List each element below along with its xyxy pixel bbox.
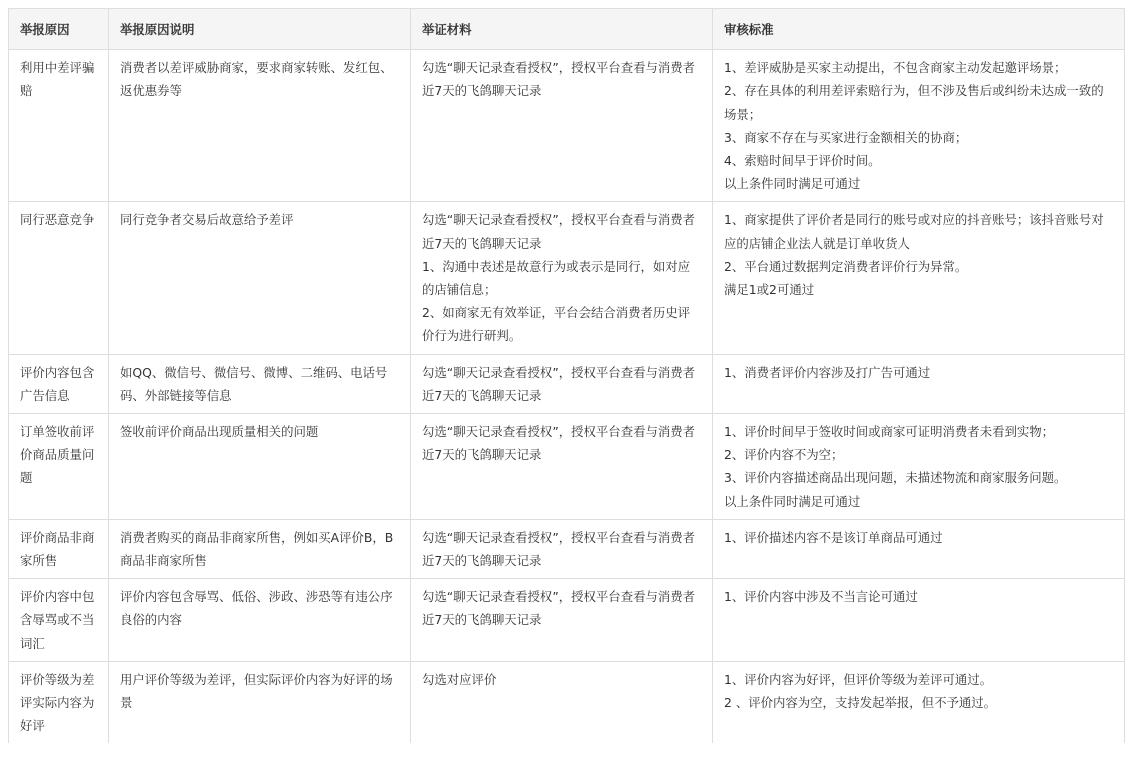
cell-review-standard <box>713 414 1125 520</box>
cell-report-reason: 订单签收前评价商品质量问题 <box>9 414 109 520</box>
cell-review-standard <box>713 354 1125 413</box>
standard-line: 2、评价内容不为空； <box>724 447 844 463</box>
evidence-line: 勾选“聊天记录查看授权”，授权平台查看与消费者近7天的飞鸽聊天记录 <box>422 364 696 403</box>
standard-line: 3、商家不存在与买家进行金额相关的协商； <box>724 129 968 145</box>
cell-evidence <box>411 414 713 520</box>
evidence-line: 勾选“聊天记录查看授权”，授权平台查看与消费者近7天的飞鸽聊天记录 <box>422 589 696 628</box>
standard-line: 4、索赔时间早于评价时间。 <box>724 153 881 169</box>
standard-line: 3、评价内容描述商品出现问题，未描述物流和商家服务问题。 <box>724 470 1067 486</box>
standard-line: 1、评价内容中涉及不当言论可通过 <box>724 589 918 605</box>
standard-line: 1、评价时间早于签收时间或商家可证明消费者未看到实物； <box>724 424 1055 440</box>
cell-evidence <box>411 579 713 662</box>
cell-report-reason: 评价等级为差评实际内容为好评 <box>9 661 109 743</box>
table-row <box>9 50 1125 202</box>
cell-review-standard <box>713 202 1125 354</box>
cell-reason-description: 消费者以差评威胁商家，要求商家转账、发红包、返优惠券等 <box>109 50 411 202</box>
standard-line: 1、消费者评价内容涉及打广告可通过 <box>724 364 931 380</box>
evidence-line: 2、如商家无有效举证，平台会结合消费者历史评价行为进行研判。 <box>422 305 691 344</box>
cell-reason-description: 消费者购买的商品非商家所售，例如买A评价B，B商品非商家所售 <box>109 519 411 578</box>
cell-report-reason: 利用中差评骗赔 <box>9 50 109 202</box>
cell-evidence <box>411 202 713 354</box>
cell-reason-description: 同行竞争者交易后故意给予差评 <box>109 202 411 354</box>
header-evidence: 举证材料 <box>411 9 713 50</box>
standard-line: 以上条件同时满足可通过 <box>724 176 861 192</box>
table-row <box>9 661 1125 743</box>
cell-evidence <box>411 354 713 413</box>
table-row <box>9 354 1125 413</box>
cell-reason-description: 评价内容包含辱骂、低俗、涉政、涉恐等有违公序良俗的内容 <box>109 579 411 662</box>
standard-line: 2 、评价内容为空，支持发起举报，但不予通过。 <box>724 695 997 711</box>
cell-reason-description: 如QQ、微信号、微信号、微博、二维码、电话号码、外部链接等信息 <box>109 354 411 413</box>
cell-reason-description: 用户评价等级为差评，但实际评价内容为好评的场景 <box>109 661 411 743</box>
evidence-line: 勾选对应评价 <box>422 671 497 687</box>
table-row <box>9 202 1125 354</box>
cell-review-standard <box>713 579 1125 662</box>
cell-evidence <box>411 661 713 743</box>
cell-review-standard <box>713 519 1125 578</box>
table-row <box>9 579 1125 662</box>
cell-report-reason: 评价商品非商家所售 <box>9 519 109 578</box>
evidence-line: 勾选“聊天记录查看授权”，授权平台查看与消费者近7天的飞鸽聊天记录 <box>422 212 696 251</box>
evidence-line: 勾选“聊天记录查看授权”，授权平台查看与消费者近7天的飞鸽聊天记录 <box>422 424 696 463</box>
report-reasons-table <box>8 8 1125 743</box>
table-body <box>9 50 1125 744</box>
standard-line: 2、平台通过数据判定消费者评价行为异常。 <box>724 258 968 274</box>
standard-line: 1、评价内容为好评，但评价等级为差评可通过。 <box>724 671 993 687</box>
standard-line: 1、评价描述内容不是该订单商品可通过 <box>724 529 943 545</box>
cell-report-reason: 评价内容中包含辱骂或不当词汇 <box>9 579 109 662</box>
cell-review-standard <box>713 50 1125 202</box>
cell-evidence <box>411 50 713 202</box>
standard-line: 1、差评威胁是买家主动提出，不包含商家主动发起邀评场景； <box>724 60 1067 76</box>
cell-report-reason: 评价内容包含广告信息 <box>9 354 109 413</box>
evidence-line: 1、沟通中表述是故意行为或表示是同行，如对应的店铺信息； <box>422 258 691 298</box>
standard-line: 以上条件同时满足可通过 <box>724 493 861 509</box>
header-report-reason: 举报原因 <box>9 9 109 50</box>
standard-line: 1、商家提供了评价者是同行的账号或对应的抖音账号；该抖音账号对应的店铺企业法人就是订单收货人 <box>724 212 1104 251</box>
table-row <box>9 414 1125 520</box>
report-reasons-table-container <box>8 8 1124 743</box>
table-header-row <box>9 9 1125 50</box>
cell-evidence <box>411 519 713 578</box>
evidence-line: 勾选“聊天记录查看授权”，授权平台查看与消费者近7天的飞鸽聊天记录 <box>422 529 696 569</box>
table-row <box>9 519 1125 578</box>
header-review-standard: 审核标准 <box>713 9 1125 50</box>
cell-report-reason: 同行恶意竞争 <box>9 202 109 354</box>
cell-review-standard <box>713 661 1125 743</box>
cell-reason-description: 签收前评价商品出现质量相关的问题 <box>109 414 411 520</box>
evidence-line: 勾选“聊天记录查看授权”，授权平台查看与消费者近7天的飞鸽聊天记录 <box>422 60 696 99</box>
table-header <box>9 9 1125 50</box>
header-reason-description: 举报原因说明 <box>109 9 411 50</box>
standard-line: 2、存在具体的利用差评索赔行为，但不涉及售后或纠纷未达成一致的场景； <box>724 83 1104 122</box>
standard-line: 满足1或2可通过 <box>724 282 815 298</box>
